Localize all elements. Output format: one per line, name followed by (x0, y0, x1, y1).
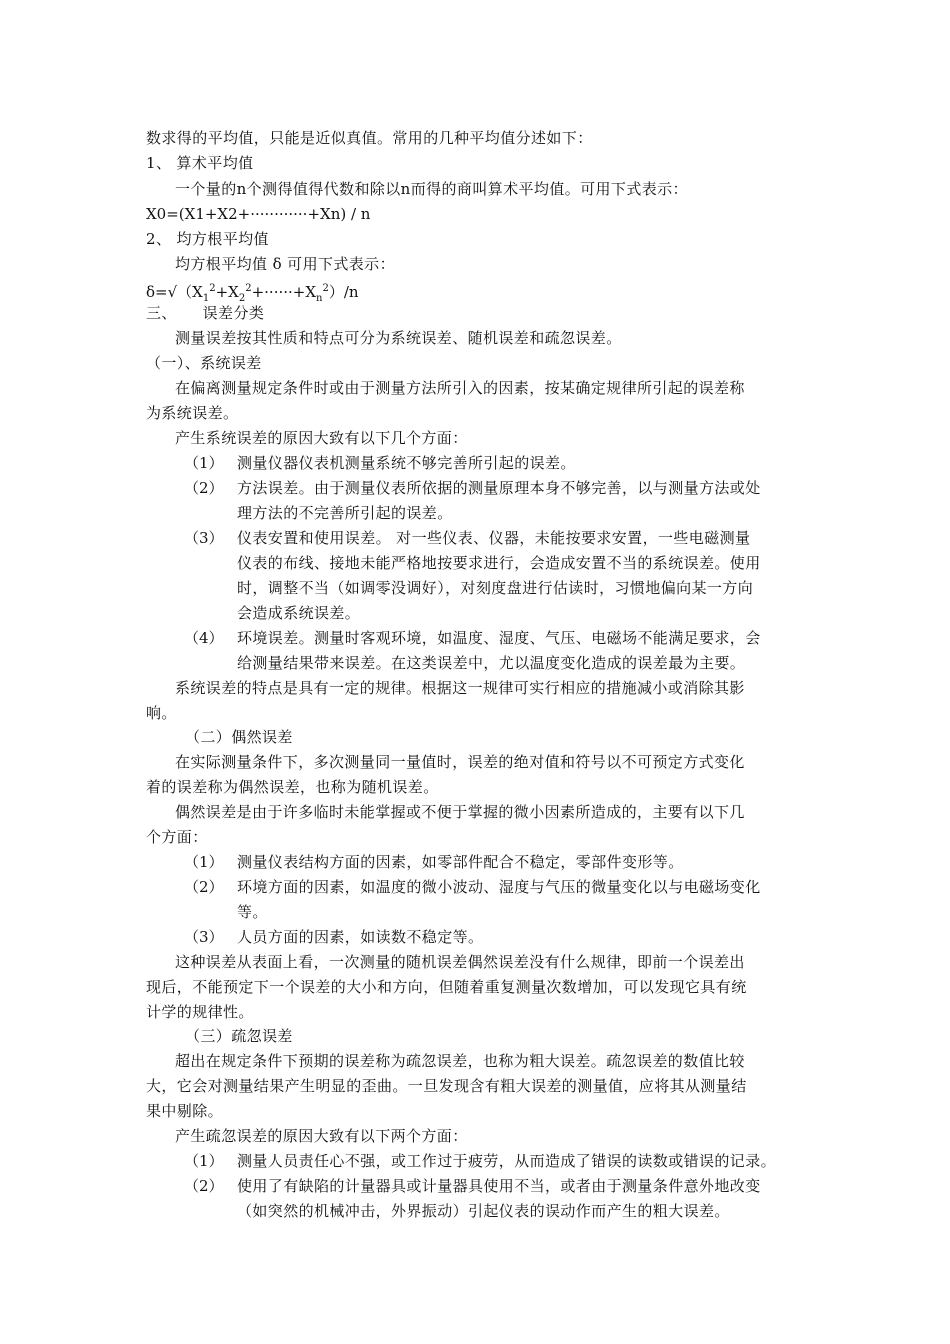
list-item-number: （1） (184, 1152, 224, 1170)
random-def-line-1: 在实际测量条件下，多次测量同一量值时，误差的绝对值和符号以不可预定方式变化 (175, 753, 745, 771)
random-error-title: （二）偶然误差 (185, 728, 293, 746)
systematic-causes-intro: 产生系统误差的原因大致有以下几个方面： (175, 429, 468, 447)
section-3-title: 三、 误差分类 (146, 304, 265, 322)
gross-causes-intro: 产生疏忽误差的原因大致有以下两个方面： (175, 1127, 468, 1145)
random-def-line-2: 着的误差称为偶然误差，也称为随机误差。 (146, 778, 439, 796)
list-item-number: （2） (184, 479, 224, 497)
list-item-number: （3） (184, 529, 224, 547)
random-cause-line-1: 偶然误差是由于许多临时未能掌握或不便于掌握的微小因素所造成的，主要有以下几 (175, 803, 745, 821)
list-item-number: （2） (184, 1177, 224, 1195)
section-1-text: 一个量的n个测得值得代数和除以n而得的商叫算术平均值。可用下式表示： (175, 180, 688, 198)
list-item: 时，调整不当（如调零没调好），对刻度盘进行估读时，习惯地偏向某一方向 (237, 579, 754, 597)
section-3-text: 测量误差按其性质和特点可分为系统误差、随机误差和疏忽误差。 (175, 329, 622, 347)
gross-def-line-3: 果中剔除。 (146, 1102, 224, 1120)
systematic-error-title: （一）、系统误差 (146, 354, 262, 372)
gross-def-line-1: 超出在规定条件下预期的误差称为疏忽误差，也称为粗大误差。疏忽误差的数值比较 (175, 1052, 745, 1070)
section-2-title: 2、 均方根平均值 (146, 230, 269, 248)
random-note-line-3: 计学的规律性。 (146, 1003, 254, 1021)
list-item: 给测量结果带来误差。在这类误差中，尤以温度变化造成的误差最为主要。 (237, 654, 746, 672)
list-item: 环境误差。测量时客观环境，如温度、湿度、气压、电磁场不能满足要求，会 (237, 629, 761, 647)
systematic-feature-line-1: 系统误差的特点是具有一定的规律。根据这一规律可实行相应的措施减小或消除其影 (175, 679, 745, 697)
section-1-title: 1、 算术平均值 (146, 154, 254, 172)
arithmetic-mean-formula: X0=(X1+X2+············+Xn) / n (146, 205, 371, 223)
list-item: 测量仪表结构方面的因素，如零部件配合不稳定，零部件变形等。 (237, 853, 684, 871)
list-item: 测量人员责任心不强，或工作过于疲劳，从而造成了错误的读数或错误的记录。 (237, 1152, 777, 1170)
list-item: 人员方面的因素，如读数不稳定等。 (237, 928, 484, 946)
list-item: 环境方面的因素，如温度的微小波动、湿度与气压的微量变化以与电磁场变化 (237, 878, 761, 896)
list-item: 会造成系统误差。 (237, 604, 361, 622)
list-item: 使用了有缺陷的计量器具或计量器具使用不当，或者由于测量条件意外地改变 (237, 1177, 761, 1195)
rms-mean-formula: $\delta=√(X_1^2+X_2^2+\cdot\cdot\cdot\cdot\cdot\cdot+X_n^2)/n$ (146, 283, 359, 304)
random-note-line-1: 这种误差从表面上看，一次测量的随机误差偶然误差没有什么规律，即前一个误差出 (175, 953, 745, 971)
gross-error-title: （三）疏忽误差 (185, 1027, 293, 1045)
gross-def-line-2: 大，它会对测量结果产生明显的歪曲。一旦发现含有粗大误差的测量值，应将其从测量结 (146, 1077, 747, 1095)
list-item: （如突然的机械冲击，外界振动）引起仪表的误动作而产生的粗大误差。 (237, 1202, 730, 1220)
random-cause-line-2: 个方面： (146, 828, 208, 846)
list-item: 测量仪器仪表机测量系统不够完善所引起的误差。 (237, 454, 576, 472)
list-item: 理方法的不完善所引起的误差。 (237, 504, 453, 522)
intro-line: 数求得的平均值，只能是近似真值。常用的几种平均值分述如下： (146, 129, 593, 147)
list-item-number: （1） (184, 853, 224, 871)
random-note-line-2: 现后，不能预定下一个误差的大小和方向，但随着重复测量次数增加，可以发现它具有统 (146, 978, 747, 996)
list-item: 等。 (237, 903, 268, 921)
section-2-text: 均方根平均值 δ 可用下式表示： (175, 255, 395, 273)
systematic-def-line-2: 为系统误差。 (146, 404, 239, 422)
systematic-def-line-1: 在偏离测量规定条件时或由于测量方法所引入的因素，按某确定规律所引起的误差称 (175, 379, 745, 397)
list-item: 仪表安置和使用误差。 对一些仪表、仪器，未能按要求安置，一些电磁测量 (237, 529, 751, 547)
list-item-number: （2） (184, 878, 224, 896)
list-item: 方法误差。由于测量仪表所依据的测量原理本身不够完善，以与测量方法或处 (237, 479, 761, 497)
systematic-feature-line-2: 响。 (146, 704, 177, 722)
list-item-number: （4） (184, 629, 224, 647)
list-item-number: （3） (184, 928, 224, 946)
list-item-number: （1） (184, 454, 224, 472)
list-item: 仪表的布线、接地未能严格地按要求进行，会造成安置不当的系统误差。使用 (237, 554, 761, 572)
